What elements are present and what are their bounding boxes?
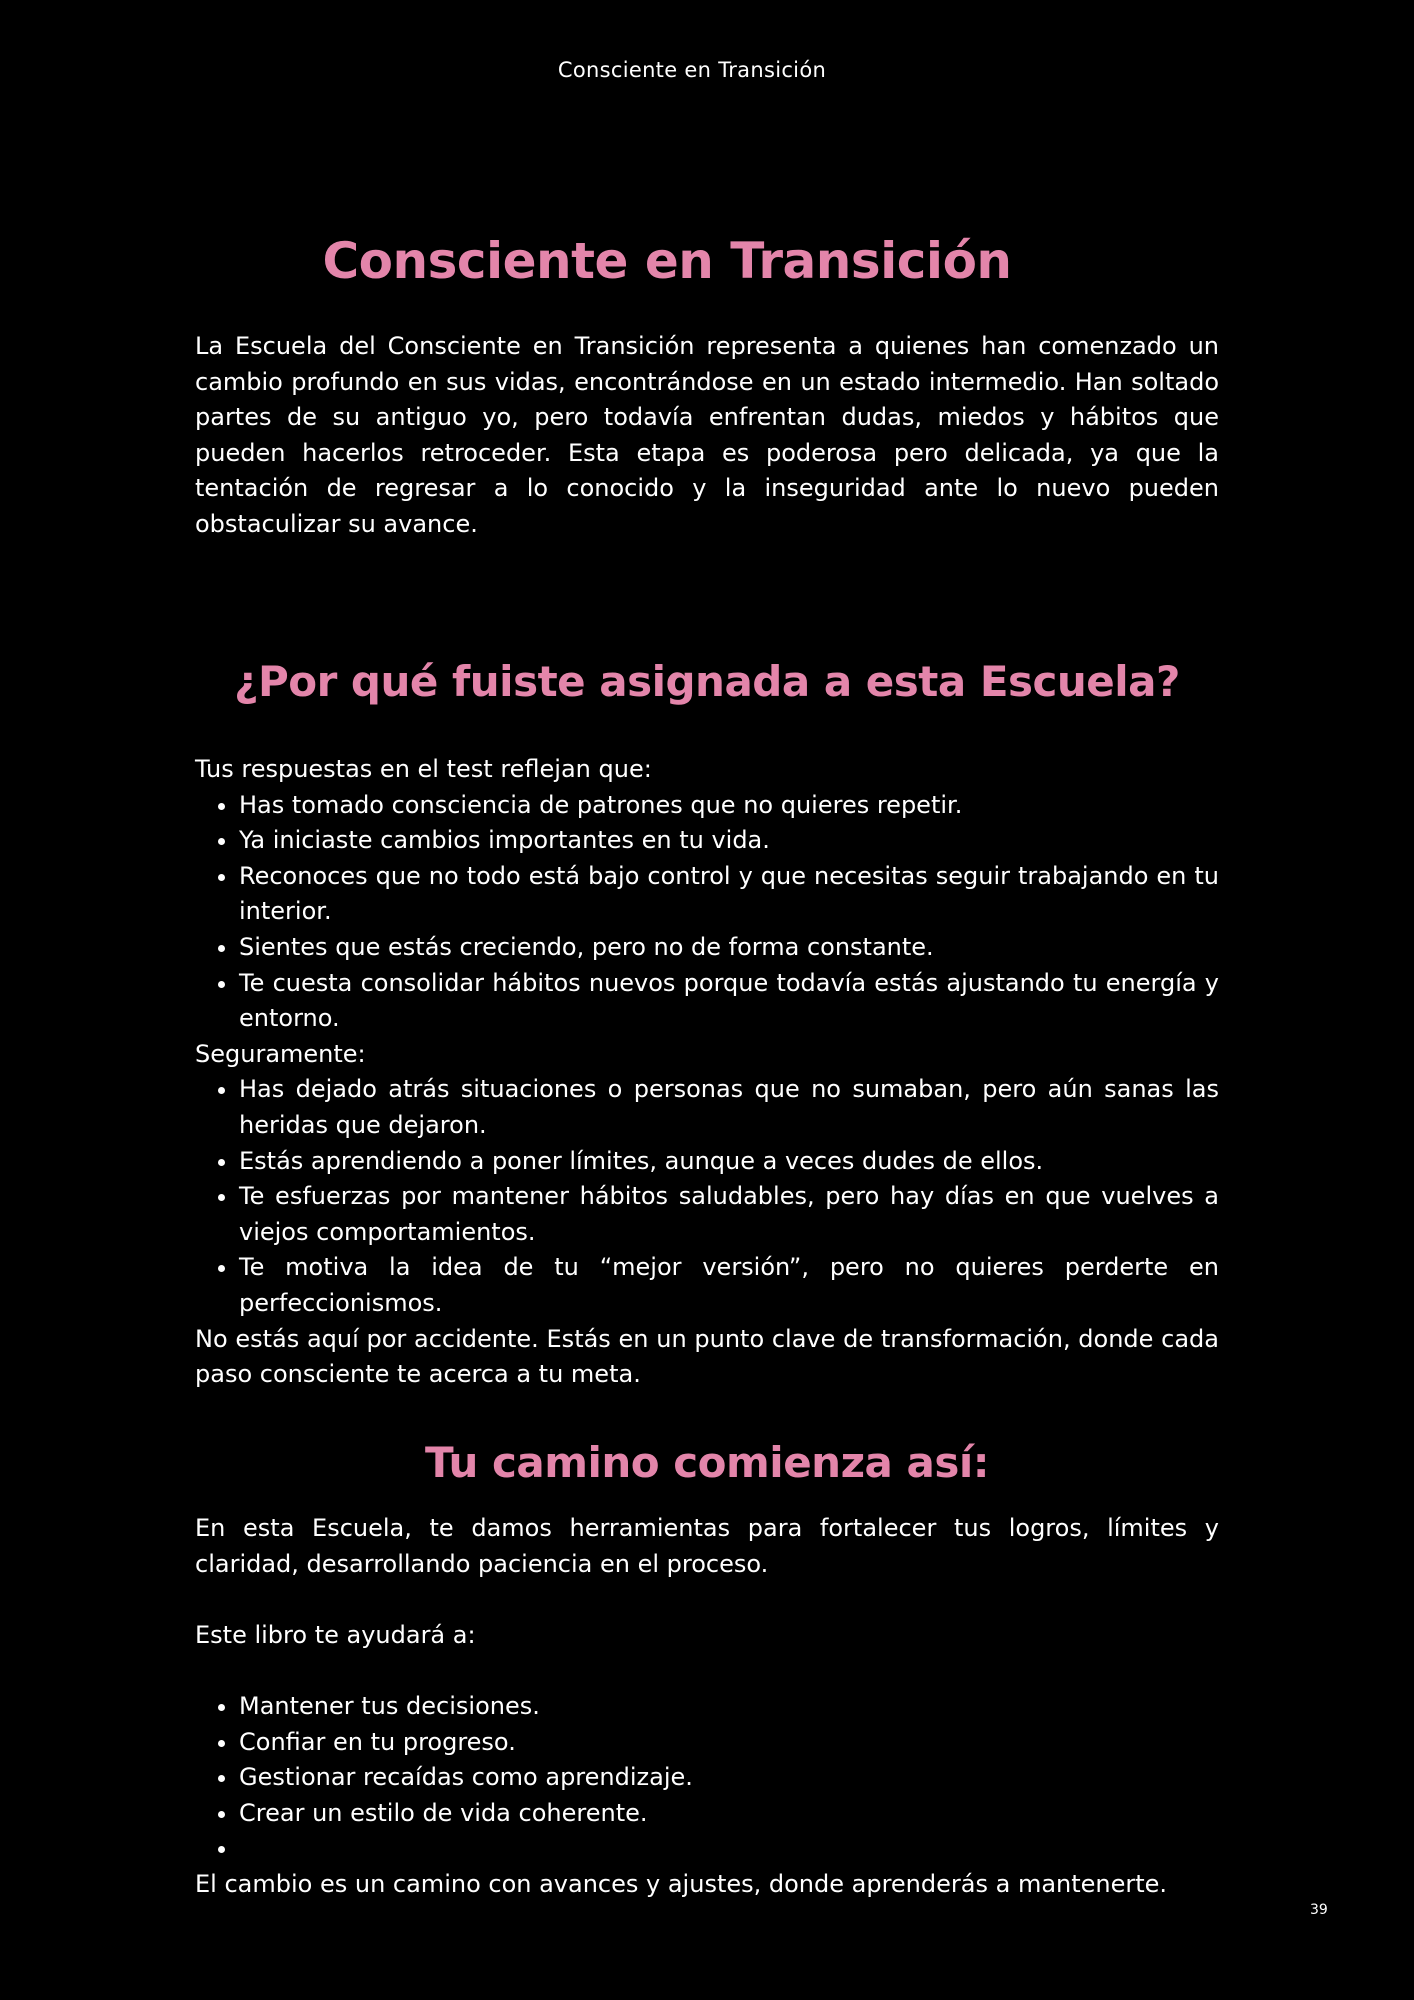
path-closing: El cambio es un camino con avances y ajustes, donde aprenderás a mantenerte. [195, 1869, 1168, 1898]
path-lead: Este libro te ayudará a: [195, 1620, 476, 1649]
list-item: • Gestionar recaídas como aprendizaje. [239, 1760, 1219, 1796]
list-item: • Te motiva la idea de tu “mejor versión”, pero no quieres perderte en perfeccionismos. [239, 1250, 1219, 1321]
list-item: • Reconoces que no todo está bajo control y que necesitas seguir trabajando en tu interior. [239, 859, 1219, 930]
list-item: • Has dejado atrás situaciones o personas que no sumaban, pero aún sanas las heridas que dejaron. [239, 1072, 1219, 1143]
list-item: • Crear un estilo de vida coherente. [239, 1796, 1219, 1832]
list-item: • Ya iniciaste cambios importantes en tu vida. [239, 823, 1219, 859]
list-item: • Has tomado consciencia de patrones que no quieres repetir. [239, 788, 1219, 824]
intro-paragraph: La Escuela del Consciente en Transición representa a quienes han comenzado un cambio profundo en sus vidas, encontrándose en un estado intermedio. Han soltado partes de su antiguo yo, pero todavía enfrentan dudas, miedos y hábitos que pueden hacerlos retroceder. Esta etapa es poderosa pero delicada, ya que la tentación de regresar a lo conocido y la inseguridad ante lo nuevo pueden obstaculizar su avance. [195, 332, 1219, 538]
section-heading-path: Tu camino comienza así: [424, 1438, 990, 1487]
list-item: • Sientes que estás creciendo, pero no de forma constante. [239, 930, 1219, 966]
spacer [195, 1582, 1219, 1618]
section-heading-why: ¿Por qué fuiste asignada a esta Escuela? [234, 657, 1180, 706]
why-list [195, 788, 1219, 1037]
page-number: 39 [1310, 1902, 1328, 1918]
list-item: • Te esfuerzas por mantener hábitos saludables, pero hay días en que vuelves a viejos comportamientos. [239, 1179, 1219, 1250]
path-section [195, 1511, 1219, 1903]
why-closing: No estás aquí por accidente. Estás en un punto clave de transformación, donde cada paso consciente te acerca a tu meta. [195, 1324, 1219, 1389]
list-item-empty [239, 1831, 1219, 1867]
page-title: Consciente en Transición [322, 232, 1012, 290]
why-list-2 [195, 1072, 1219, 1321]
spacer [195, 1653, 1219, 1689]
list-item: • Mantener tus decisiones. [239, 1689, 1219, 1725]
why-section [195, 752, 1219, 1393]
list-item: • Estás aprendiendo a poner límites, aunque a veces dudes de ellos. [239, 1144, 1219, 1180]
intro-section [195, 329, 1219, 543]
running-header: Consciente en Transición [557, 58, 827, 82]
why-lead: Tus respuestas en el test reflejan que: [195, 755, 652, 783]
list-item: • Confiar en tu progreso. [239, 1725, 1219, 1761]
path-intro: En esta Escuela, te damos herramientas para fortalecer tus logros, límites y claridad, desarrollando paciencia en el proceso. [195, 1514, 1219, 1578]
why-lead-2: Seguramente: [195, 1039, 366, 1068]
list-item: • Te cuesta consolidar hábitos nuevos porque todavía estás ajustando tu energía y entorno. [239, 966, 1219, 1037]
path-list [195, 1689, 1219, 1867]
